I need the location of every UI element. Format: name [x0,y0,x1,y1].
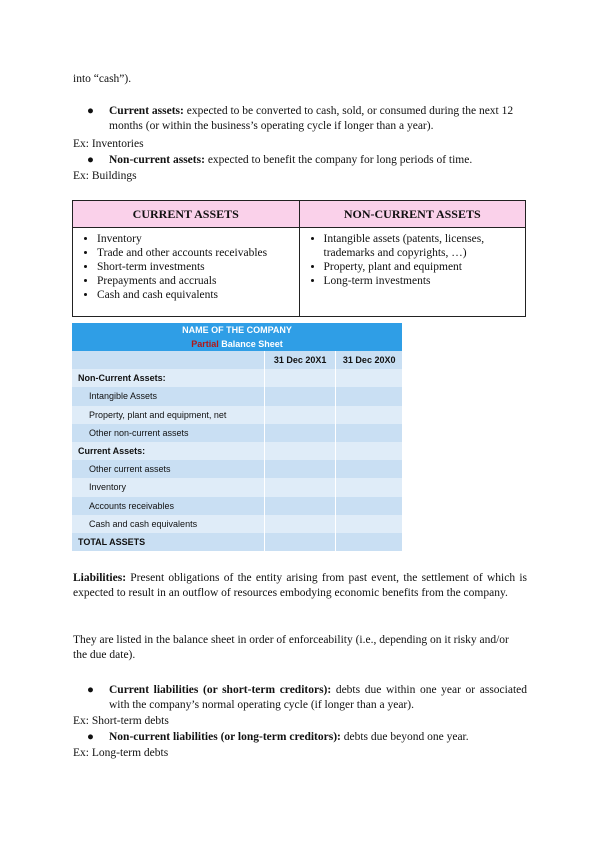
company-name: NAME OF THE COMPANY [182,325,292,335]
list-item: • Inventory [97,232,293,246]
row-label: Cash and cash equivalents [89,518,198,529]
list-item: • Trade and other accounts receivables [97,246,293,260]
bullet-text: debts due within one year or associated with the company’s normal operating cycle (if longer than a year). [109,684,528,711]
row-label: Other non-current assets [89,427,189,438]
table-row [72,497,402,515]
row-label: Inventory [89,482,127,493]
sheet-title [72,337,402,351]
bullet-term: Current liabilities (or short-term creditors): [109,684,332,696]
list-item: • Property, plant and equipment [324,260,520,274]
bullet-current-liabilities [87,683,527,713]
current-assets-cell [73,228,300,317]
column-header-row [72,351,402,369]
non-current-assets-header: NON-CURRENT ASSETS [299,201,526,228]
example-buildings: Ex: Buildings [73,170,137,182]
row-label: Accounts receivables [89,500,175,511]
bullet-text: expected to benefit the company for long periods of time. [204,154,473,166]
bullet-dot: ● [87,105,94,117]
enforceability-paragraph: They are listed in the balance sheet in order of enforceability (i.e., depending on it risky and/or the due date). [73,634,509,661]
row-label: TOTAL ASSETS [78,536,146,547]
example-inventories: Ex: Inventories [73,138,144,150]
bullet-dot: ● [87,731,94,743]
column-header-20x0: 31 Dec 20X0 [335,351,402,369]
table-row [72,515,402,533]
bullet-dot: ● [87,684,94,696]
row-label: Non-Current Assets: [78,373,166,384]
partial-balance-sheet [72,323,402,551]
liabilities-text: Present obligations of the entity arising from past event, the settlement of which is expected to result in an outflow of resources embodying economic benefits from the company. [73,572,527,599]
row-label: Property, plant and equipment, net [89,409,227,420]
list-item: • Long-term investments [324,274,520,288]
example-short-term: Ex: Short-term debts [73,715,169,727]
column-header-20x1: 31 Dec 20X1 [264,351,336,369]
liabilities-term: Liabilities: [73,572,127,584]
bullet-term: Non-current liabilities (or long-term creditors): [109,731,341,743]
table-row [72,406,402,424]
bullet-dot: ● [87,154,94,166]
bullet-non-current-liabilities [87,730,527,745]
balance-sheet-header [72,323,402,351]
row-label: Intangible Assets [89,391,158,402]
bullet-current-assets [87,104,527,134]
bullet-text: debts due beyond one year. [340,731,469,743]
row-label: Current Assets: [78,445,146,456]
assets-comparison-table [72,200,526,317]
bullet-text: expected to be converted to cash, sold, or consumed during the next 12 months (or within the business’s operating cycle if longer than a year). [109,105,514,132]
table-row [72,460,402,478]
example-long-term: Ex: Long-term debts [73,747,169,759]
liabilities-paragraph [73,571,527,601]
current-assets-header: CURRENT ASSETS [73,201,300,228]
table-row [72,424,402,442]
sheet-label: Balance Sheet [218,339,283,349]
bullet-term: Current assets: [109,105,184,117]
total-assets-row [72,533,402,551]
list-item: • Cash and cash equivalents [97,288,293,302]
partial-label: Partial [191,339,219,349]
list-item: • Intangible assets (patents, licenses, trademarks and copyrights, …) [324,232,520,260]
intro-tail: into “cash”). [73,73,132,85]
list-item: • Short-term investments [97,260,293,274]
table-row [72,442,402,460]
non-current-assets-cell [299,228,526,317]
table-row [72,478,402,496]
row-label: Other current assets [89,464,171,475]
bullet-term: Non-current assets: [109,154,205,166]
list-item: • Prepayments and accruals [97,274,293,288]
table-row [72,387,402,405]
table-row [72,369,402,387]
bullet-non-current-assets [87,153,527,168]
